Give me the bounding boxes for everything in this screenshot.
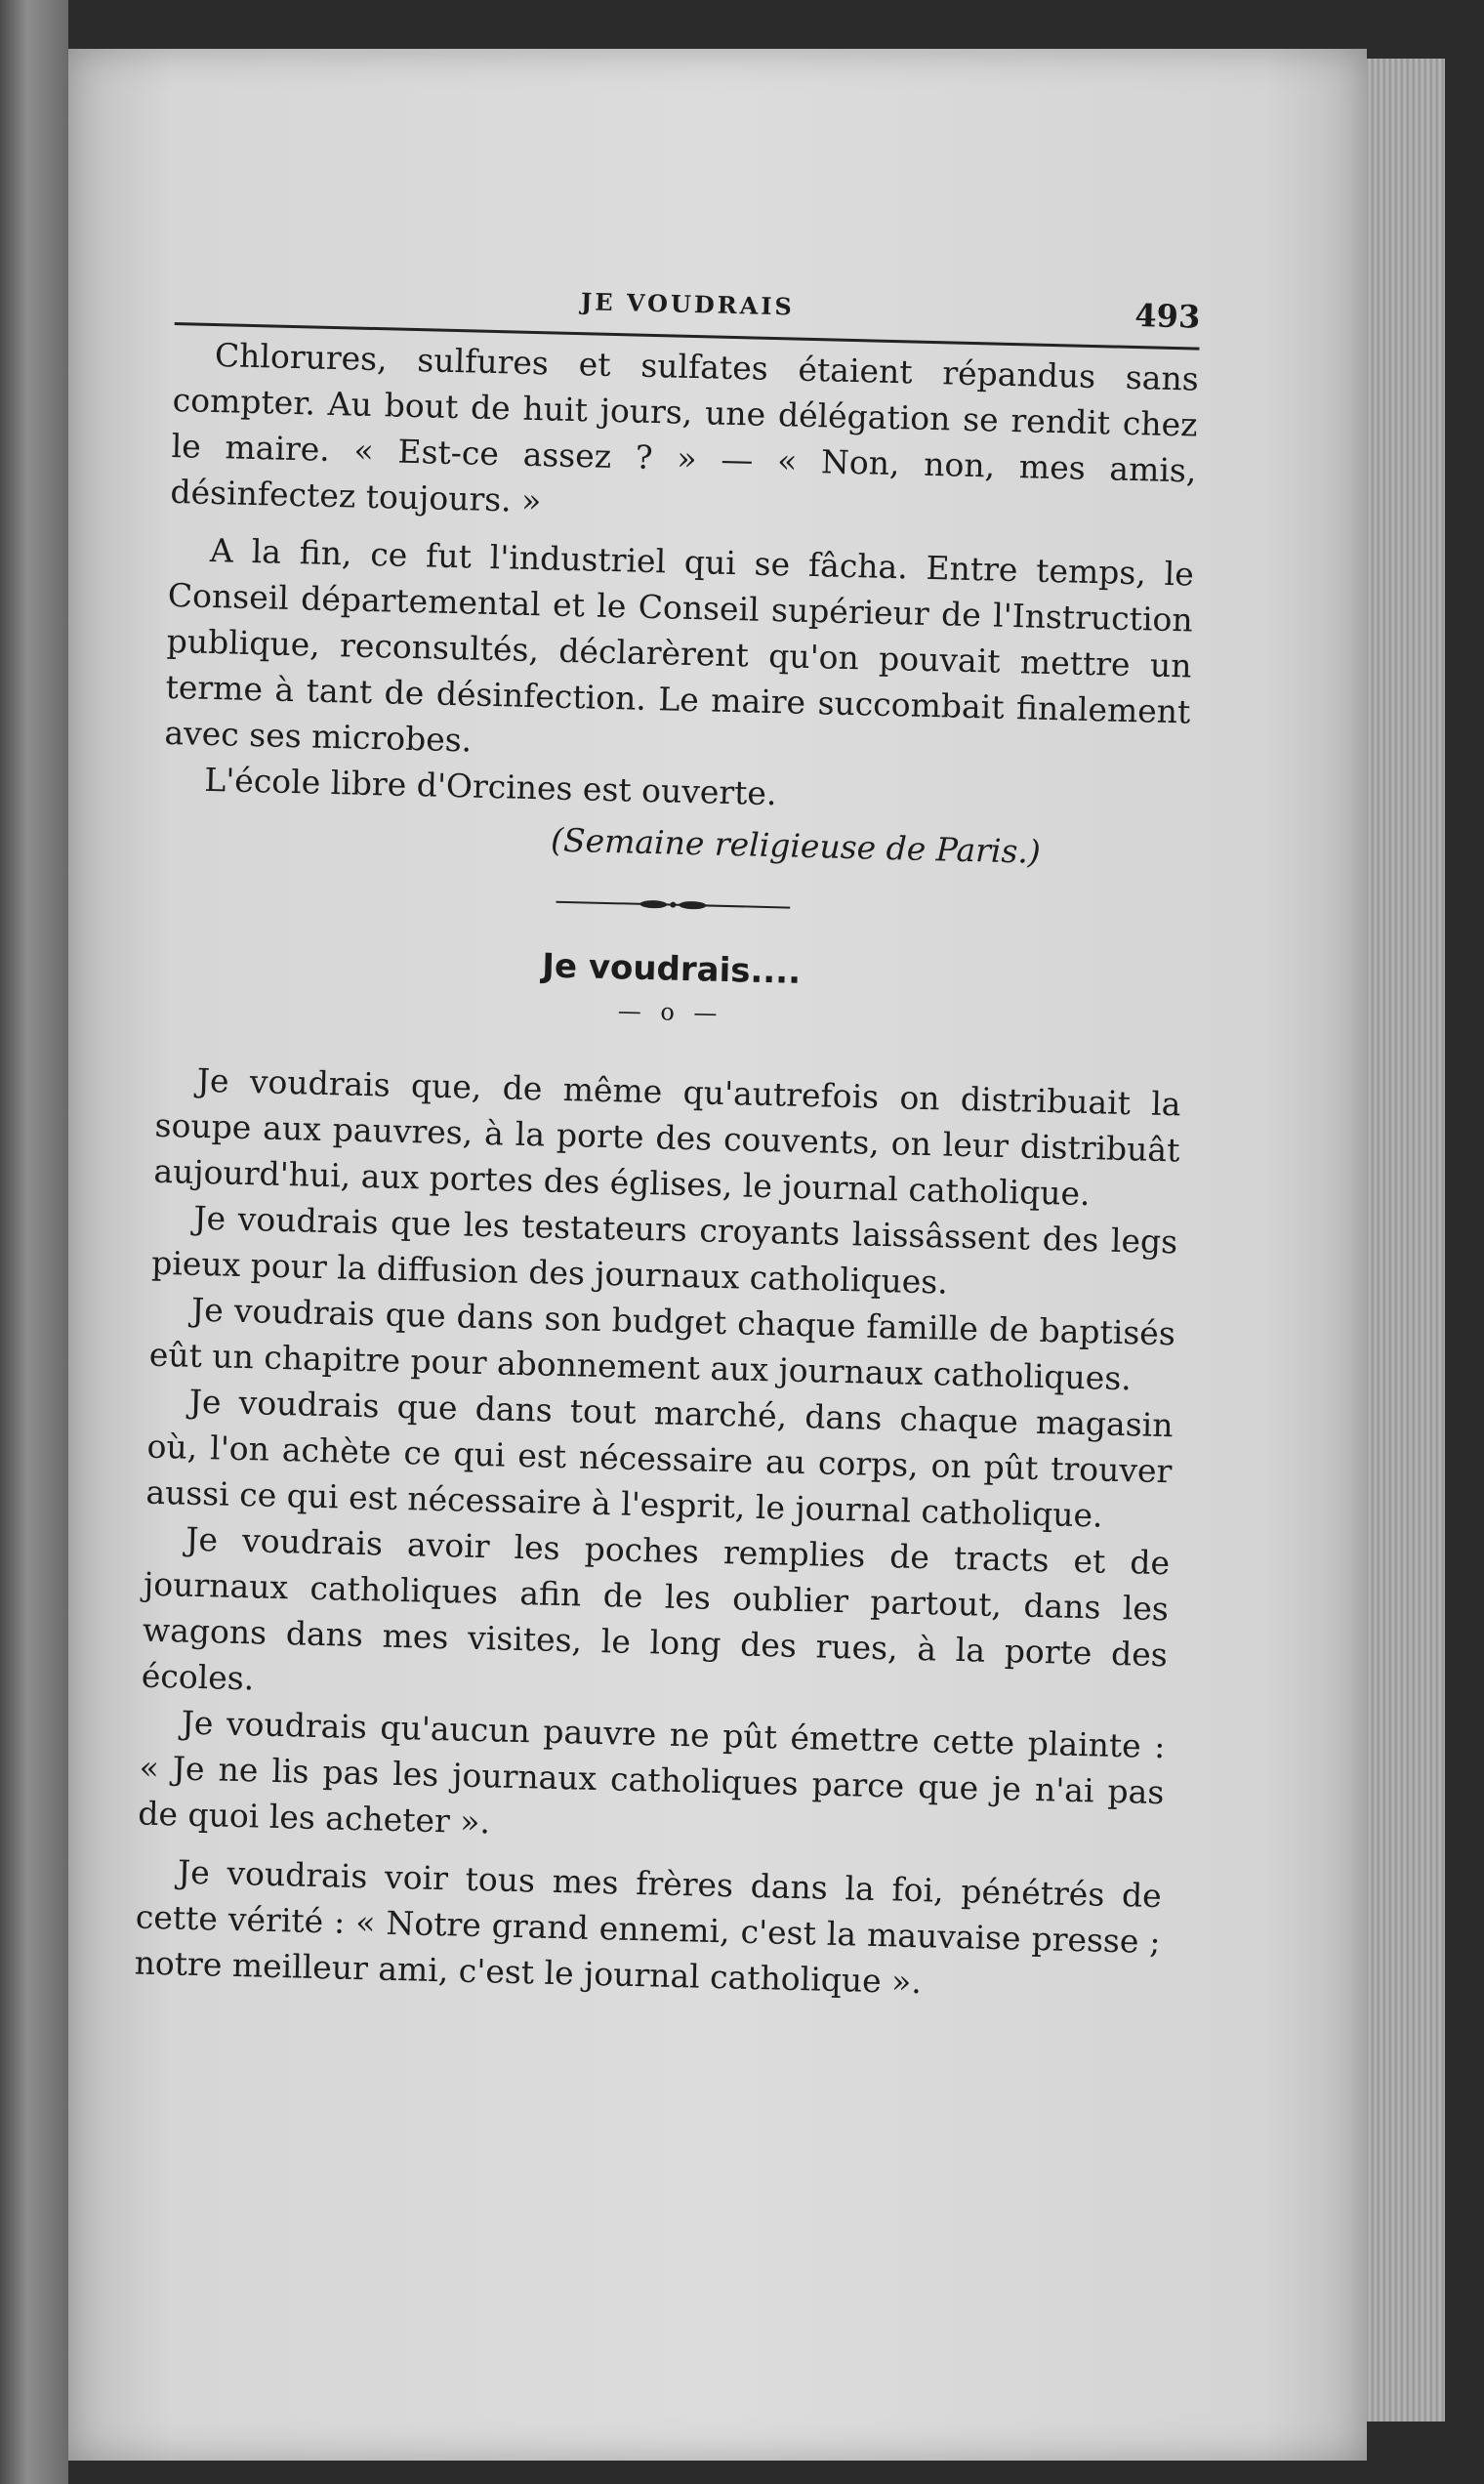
previous-page-edge — [0, 0, 68, 2484]
page-number: 493 — [1134, 297, 1201, 336]
running-title: JE VOUDRAIS — [580, 287, 796, 321]
paragraph: Je voudrais voir tous mes frères dans la foi, pénétrés de cette vérité : « Notre grand ennemi, c'est la mauvaise presse ; notre meilleur ami, c'est le journal catholique ». — [134, 1852, 1163, 2002]
paragraph: Chlorures, sulfures et sulfates étaient répandus sans compter. Au bout de huit jours, une délégation se rendit chez le maire. « Est-ce assez ? » — « Non, non, mes amis, désinfectez toujours. » — [170, 336, 1200, 520]
section-rule: — o — — [617, 997, 723, 1027]
article-source: (Semaine religieuse de Paris.) — [550, 820, 1042, 871]
page-stack-edge — [1367, 59, 1445, 2422]
page-content — [134, 273, 1201, 2010]
section-title: Je voudrais.... — [541, 946, 802, 992]
paragraph: Je voudrais que dans tout marché, dans chaque magasin où, l'on achète ce qui est nécessaire au corps, on pût trouver aussi ce qui est nécessaire à l'esprit, le journal catholique. — [145, 1382, 1174, 1535]
ornament-divider-icon — [556, 890, 791, 920]
paragraph: Je voudrais que dans son budget chaque famille de baptisés eût un chapitre pour abonnement aux journaux catholiques. — [148, 1290, 1176, 1398]
paragraph: Je voudrais qu'aucun pauvre ne pût émettre cette plainte : « Je ne lis pas les journaux catholiques parce que je n'ai pas de quoi les acheter ». — [137, 1703, 1166, 1842]
paragraph: A la fin, ce fut l'industriel qui se fâcha. Entre temps, le Conseil départemental et le Conseil supérieur de l'Instruction publique, reconsultés, déclarèrent qu'on pouvait mettre un terme à tant de désinfection. Le maire succombait finalement avec ses microbes. — [164, 530, 1195, 760]
paragraph: Je voudrais que les testateurs croyants laissâssent des legs pieux pour la diffusion des journaux catholiques. — [150, 1198, 1178, 1302]
paragraph: Je voudrais que, de même qu'autrefois on distribuait la soupe aux pauvres, à la porte des couvents, on leur distribuât aujourd'hui, aux portes des églises, le journal catholique. — [153, 1060, 1181, 1214]
paragraph: Je voudrais avoir les poches remplies de tracts et de journaux catholiques afin de les oublier partout, dans les wagons dans mes visites, le long des rues, à la porte des écoles. — [141, 1519, 1171, 1698]
paragraph: L'école libre d'Orcines est ouverte. — [203, 760, 777, 813]
